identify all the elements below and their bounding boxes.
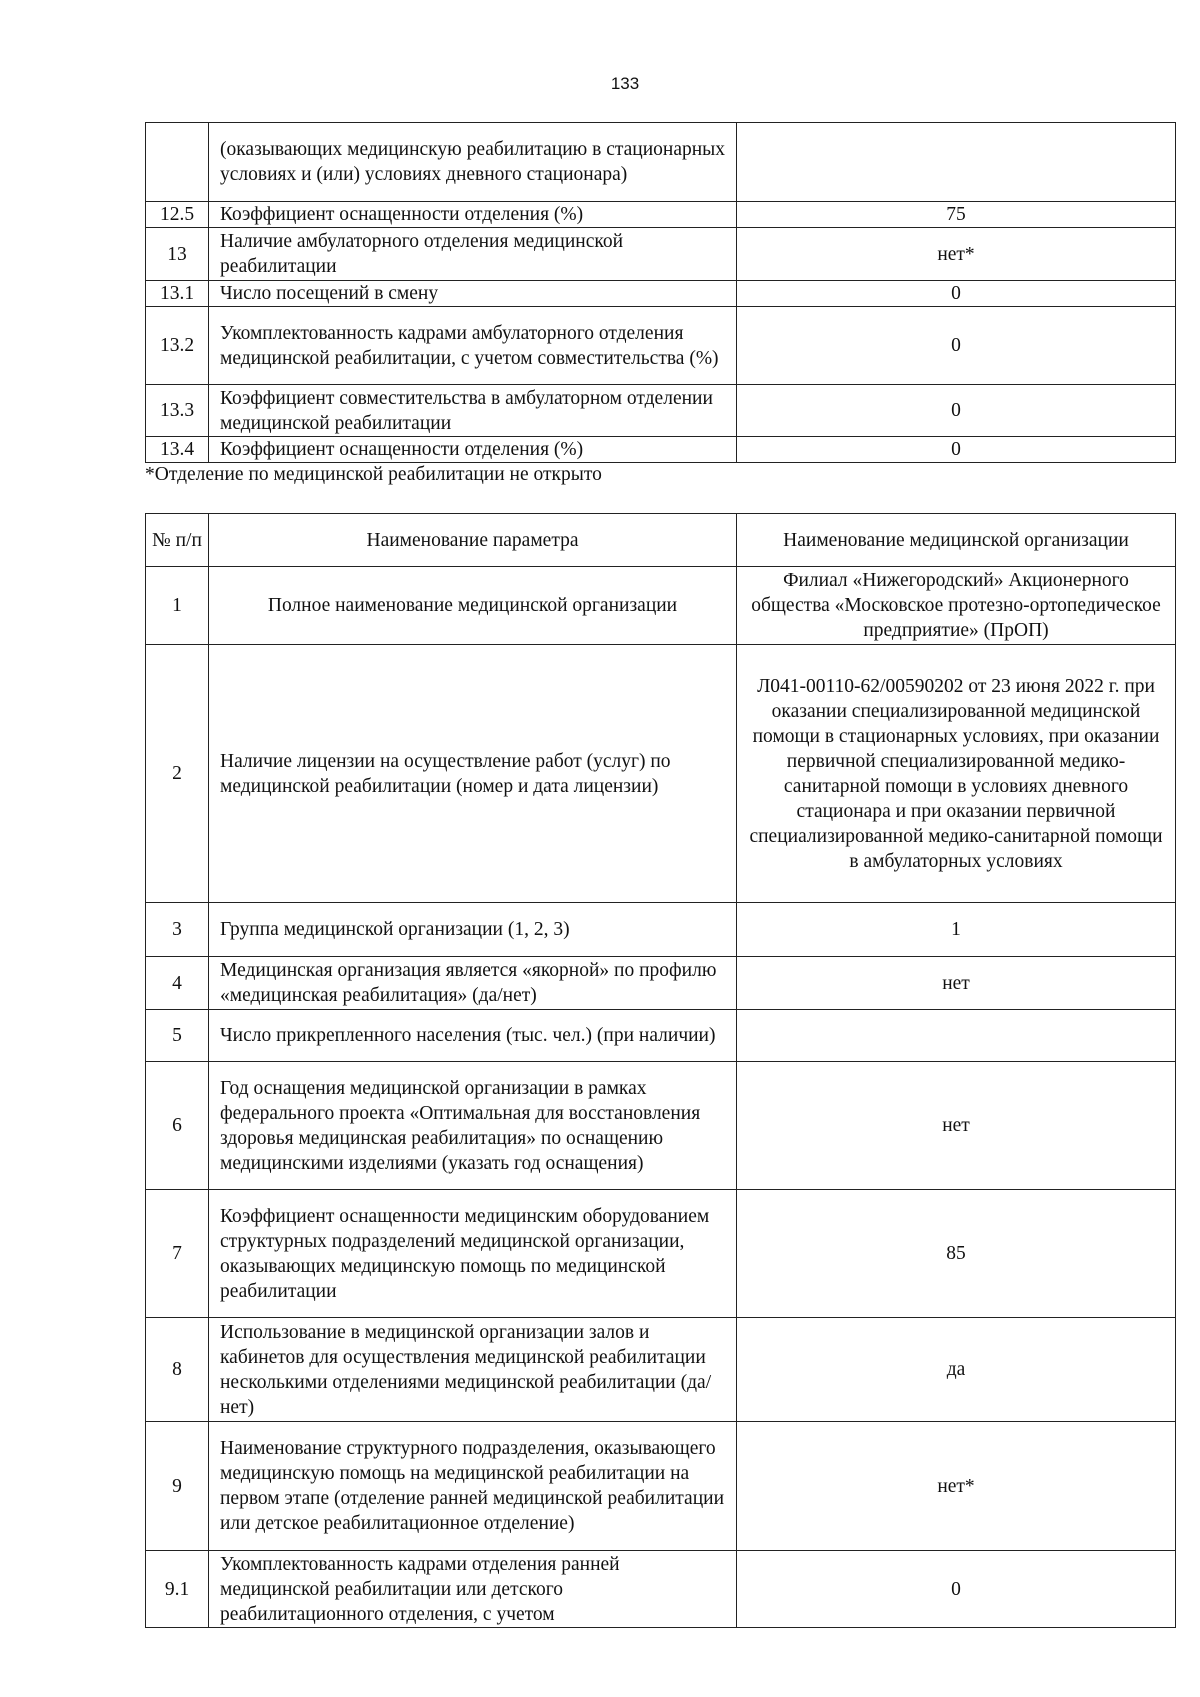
parameter-name: Использование в медицинской организации залов и кабинетов для осуществления медицинской реабилитации несколькими отделениями медицинской реабилитации (да/нет) bbox=[209, 1318, 737, 1422]
table-row bbox=[146, 281, 1176, 307]
parameter-name: Год оснащения медицинской организации в рамках федерального проекта «Оптимальная для восстановления здоровья медицинская реабилитация» по оснащению медицинскими изделиями (указать год оснащения) bbox=[209, 1062, 737, 1190]
row-number: 4 bbox=[146, 957, 209, 1010]
table-row bbox=[146, 202, 1176, 228]
row-number: 5 bbox=[146, 1010, 209, 1062]
table-row bbox=[146, 437, 1176, 463]
parameter-value: нет bbox=[737, 1062, 1176, 1190]
parameter-value: 85 bbox=[737, 1190, 1176, 1318]
table-row bbox=[146, 957, 1176, 1010]
parameter-value bbox=[737, 123, 1176, 202]
row-number: 7 bbox=[146, 1190, 209, 1318]
table-row bbox=[146, 307, 1176, 385]
table-row bbox=[146, 1422, 1176, 1551]
parameter-value: да bbox=[737, 1318, 1176, 1422]
table-row bbox=[146, 645, 1176, 903]
parameter-value: 75 bbox=[737, 202, 1176, 228]
parameters-table-continued bbox=[145, 122, 1176, 463]
parameter-name: Укомплектованность кадрами амбулаторного отделения медицинской реабилитации, с учетом совместительства (%) bbox=[209, 307, 737, 385]
parameter-name: Полное наименование медицинской организации bbox=[209, 567, 737, 645]
table-row bbox=[146, 903, 1176, 957]
header-organization-name: Наименование медицинской организации bbox=[737, 514, 1176, 567]
row-number: 3 bbox=[146, 903, 209, 957]
parameter-name: Коэффициент оснащенности отделения (%) bbox=[209, 437, 737, 463]
parameter-name: Группа медицинской организации (1, 2, 3) bbox=[209, 903, 737, 957]
row-number: 1 bbox=[146, 567, 209, 645]
page-number: 133 bbox=[610, 74, 640, 93]
parameter-value: нет* bbox=[737, 1422, 1176, 1551]
table-row bbox=[146, 567, 1176, 645]
parameter-value: Филиал «Нижегородский» Акционерного общества «Московское протезно-ортопедическое предприятие» (ПрОП) bbox=[737, 567, 1176, 645]
parameter-name: Медицинская организация является «якорной» по профилю «медицинская реабилитация» (да/нет) bbox=[209, 957, 737, 1010]
parameter-name: Коэффициент оснащенности отделения (%) bbox=[209, 202, 737, 228]
table-row bbox=[146, 1190, 1176, 1318]
parameter-name: Укомплектованность кадрами отделения ранней медицинской реабилитации или детского реабилитационного отделения, с учетом bbox=[209, 1551, 737, 1628]
row-number: 12.5 bbox=[146, 202, 209, 228]
header-parameter-name: Наименование параметра bbox=[209, 514, 737, 567]
row-number: 2 bbox=[146, 645, 209, 903]
table-row bbox=[146, 1062, 1176, 1190]
row-number: 13.4 bbox=[146, 437, 209, 463]
row-number: 13.3 bbox=[146, 385, 209, 437]
row-number: 13.2 bbox=[146, 307, 209, 385]
table-row bbox=[146, 123, 1176, 202]
table-row bbox=[146, 1551, 1176, 1628]
organization-parameters-table bbox=[145, 513, 1176, 1628]
parameter-value: Л041-00110-62/00590202 от 23 июня 2022 г. при оказании специализированной медицинской помощи в стационарных условиях, при оказании первичной специализированной медико-санитарной помощи в условиях дневного стационара и при оказании первичной специализированной медико-санитарной помощи в амбулаторных условиях bbox=[737, 645, 1176, 903]
parameter-name: Наименование структурного подразделения, оказывающего медицинскую помощь на медицинской реабилитации на первом этапе (отделение ранней медицинской реабилитации или детское реабилитационное отделение) bbox=[209, 1422, 737, 1551]
parameter-value: 1 bbox=[737, 903, 1176, 957]
parameter-value bbox=[737, 1010, 1176, 1062]
parameter-name: Коэффициент оснащенности медицинским оборудованием структурных подразделений медицинской организации, оказывающих медицинскую помощь по медицинской реабилитации bbox=[209, 1190, 737, 1318]
row-number: 8 bbox=[146, 1318, 209, 1422]
row-number: 6 bbox=[146, 1062, 209, 1190]
parameter-value: 0 bbox=[737, 307, 1176, 385]
parameter-name: (оказывающих медицинскую реабилитацию в стационарных условиях и (или) условиях дневного стационара) bbox=[209, 123, 737, 202]
row-number: 13 bbox=[146, 228, 209, 281]
parameter-name: Число посещений в смену bbox=[209, 281, 737, 307]
parameter-value: нет* bbox=[737, 228, 1176, 281]
table-row bbox=[146, 1318, 1176, 1422]
header-number: № п/п bbox=[146, 514, 209, 567]
parameter-name: Число прикрепленного населения (тыс. чел.) (при наличии) bbox=[209, 1010, 737, 1062]
table-row bbox=[146, 228, 1176, 281]
footnote: *Отделение по медицинской реабилитации не открыто bbox=[145, 464, 602, 485]
table-row bbox=[146, 1010, 1176, 1062]
parameter-value: 0 bbox=[737, 1551, 1176, 1628]
parameter-name: Наличие лицензии на осуществление работ (услуг) по медицинской реабилитации (номер и дата лицензии) bbox=[209, 645, 737, 903]
parameter-value: 0 bbox=[737, 385, 1176, 437]
row-number: 13.1 bbox=[146, 281, 209, 307]
row-number: 9.1 bbox=[146, 1551, 209, 1628]
row-number: 9 bbox=[146, 1422, 209, 1551]
parameter-value: нет bbox=[737, 957, 1176, 1010]
table-header-row bbox=[146, 514, 1176, 567]
parameter-name: Коэффициент совместительства в амбулаторном отделении медицинской реабилитации bbox=[209, 385, 737, 437]
parameter-value: 0 bbox=[737, 281, 1176, 307]
table-row bbox=[146, 385, 1176, 437]
parameter-value: 0 bbox=[737, 437, 1176, 463]
row-number bbox=[146, 123, 209, 202]
parameter-name: Наличие амбулаторного отделения медицинской реабилитации bbox=[209, 228, 737, 281]
